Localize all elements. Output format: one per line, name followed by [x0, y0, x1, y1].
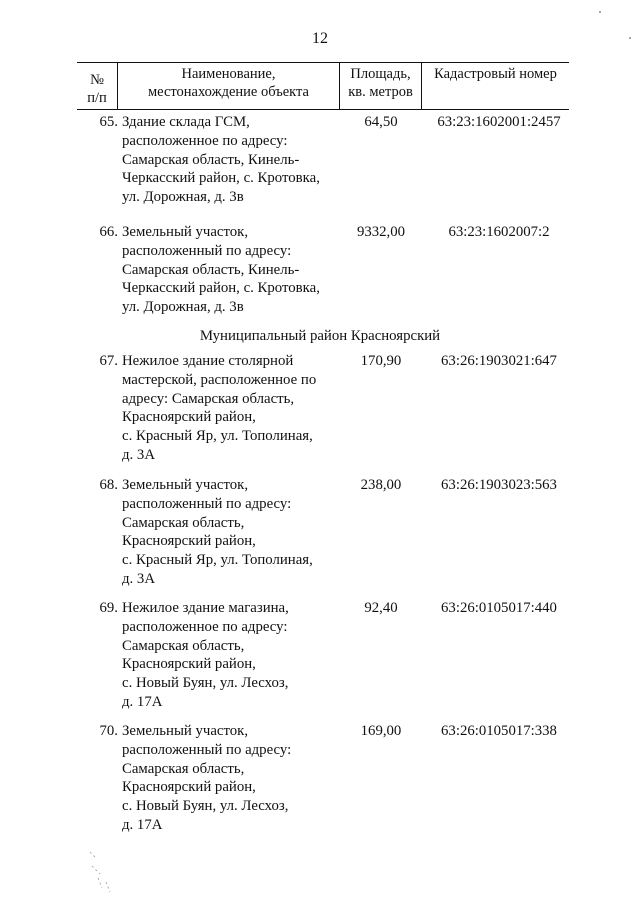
row-description: Здание склада ГСМ, расположенное по адресу: Самарская область, Кинель- Черкасский район, с. Кротовка, ул. Дорожная, д. 3в	[122, 114, 320, 206]
row-area: 92,40	[364, 600, 398, 616]
row-cadastral-number: 63:23:1602001:2457	[437, 114, 561, 130]
row-number: 68.	[99, 477, 118, 493]
section-title: Муниципальный район Красноярский	[199, 328, 441, 344]
row-cadastral-number: 63:26:1903023:563	[441, 477, 557, 493]
header-area: Площадь, кв. метров	[348, 66, 413, 100]
row-number: 70.	[99, 723, 118, 739]
row-area: 170,90	[360, 353, 402, 369]
row-description: Нежилое здание столярной мастерской, расположенное по адресу: Самарская область, Красноярский район, с. Красный Яр, ул. Тополиная, д. 3А	[122, 353, 317, 463]
row-cadastral-number: 63:26:0105017:440	[441, 600, 557, 616]
header-name: Наименование, местонахождение объекта	[147, 66, 309, 100]
header-cadastral: Кадастровый номер	[434, 66, 557, 82]
row-description: Земельный участок, расположенный по адресу: Самарская область, Красноярский район, с. Новый Буян, ул. Лесхоз, д. 17А	[122, 723, 292, 833]
row-number: 66.	[99, 224, 118, 240]
page-number: 12	[312, 30, 328, 47]
row-cadastral-number: 63:26:0105017:338	[441, 723, 557, 739]
row-description: Земельный участок, расположенный по адресу: Самарская область, Красноярский район, с. Красный Яр, ул. Тополиная, д. 3А	[122, 477, 313, 587]
row-area: 238,00	[360, 477, 402, 493]
header-number: № п/п	[87, 72, 107, 106]
row-area: 64,50	[364, 114, 398, 130]
row-description: Нежилое здание магазина, расположенное по адресу: Самарская область, Красноярский район, с. Новый Буян, ул. Лесхоз, д. 17А	[122, 600, 289, 710]
row-number: 67.	[99, 353, 118, 369]
table-header	[77, 62, 569, 110]
row-description: Земельный участок, расположенный по адресу: Самарская область, Кинель- Черкасский район, с. Кротовка, ул. Дорожная, д. 3в	[122, 224, 320, 316]
scan-artifact	[596, 8, 636, 48]
row-area: 169,00	[360, 723, 402, 739]
row-area: 9332,00	[356, 224, 406, 240]
row-number: 69.	[99, 600, 118, 616]
row-cadastral-number: 63:23:1602007:2	[448, 224, 550, 240]
row-cadastral-number: 63:26:1903021:647	[441, 353, 557, 369]
scan-artifact	[86, 848, 126, 896]
row-number: 65.	[99, 114, 118, 130]
